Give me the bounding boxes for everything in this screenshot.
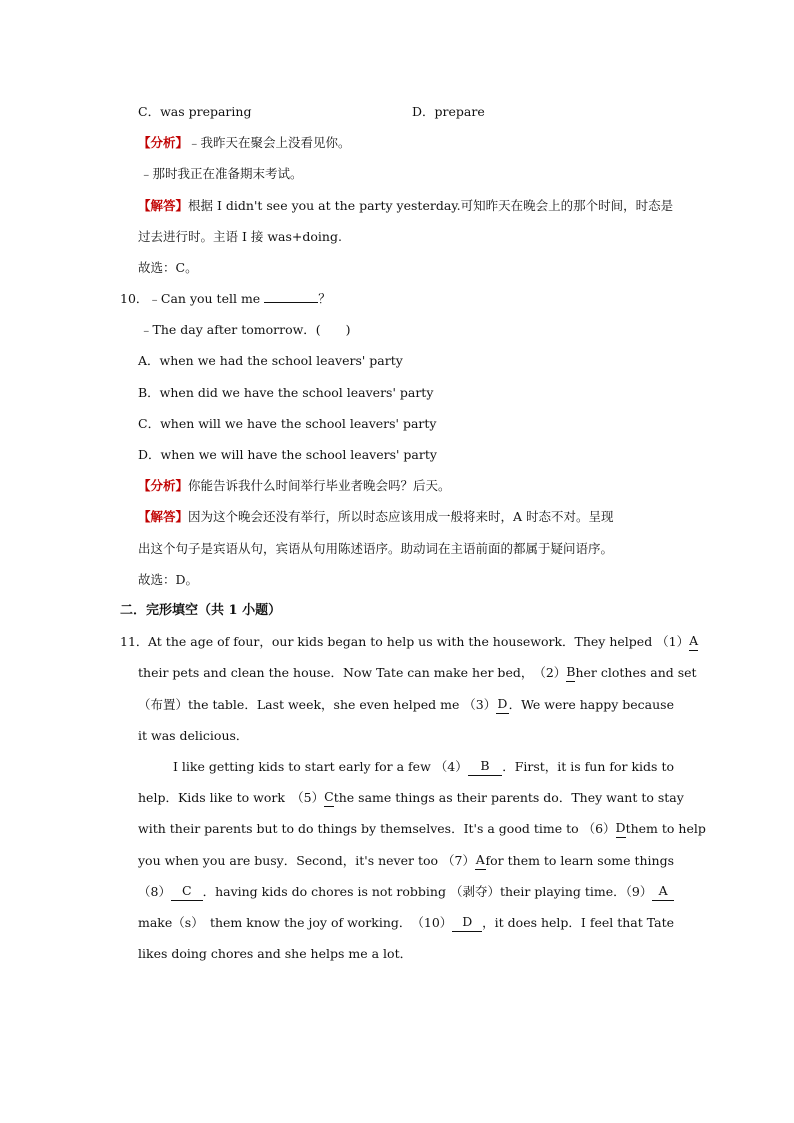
q11-text: ，it does help．I feel that Tate: [482, 915, 674, 930]
q9-option-d: D．prepare: [412, 104, 485, 119]
q11-line-2: [138, 664, 697, 682]
analysis-text: ﹣我昨天在聚会上没看见你。: [188, 135, 351, 150]
analysis-tag: 【分析】: [138, 478, 189, 493]
q11-text: make（s） them know the joy of working． （10）: [138, 915, 453, 930]
answer-tag: 【解答】: [138, 198, 189, 213]
q11-line-10: [138, 914, 674, 932]
q11-text: the same things as their parents do．They want to stay: [333, 790, 684, 805]
answer-blank-4: B: [468, 758, 503, 776]
q11-line-7: [138, 820, 706, 838]
answer-blank-10: D: [452, 914, 482, 932]
q11-text: ．having kids do chores is not robbing （剥夺）their playing time．（9）: [202, 884, 653, 899]
q10-option-d: D．when we will have the school leavers' party: [138, 447, 437, 462]
q9-option-c: C．was preparing: [138, 104, 252, 119]
q11-text: you when you are busy．Second，it's never too （7）: [138, 853, 475, 868]
q11-line-8: [138, 852, 674, 870]
q10-choice: 故选：D。: [138, 572, 199, 587]
q11-text: with their parents but to do things by themselves．It's a good time to （6）: [138, 821, 616, 836]
answer-text: 因为这个晚会还没有举行，所以时态应该用成一般将来时，A 时态不对。呈现: [188, 509, 614, 524]
q9-choice: 故选：C。: [138, 260, 198, 275]
q9-analysis-line1: [138, 134, 351, 152]
q11-text: them to help: [625, 821, 706, 836]
q11-line-4: it was delicious．: [138, 728, 249, 743]
q11-number: 11．: [120, 634, 149, 649]
q9-analysis-line2: ﹣那时我正在准备期末考试。: [140, 166, 303, 181]
q10-option-a: A．when we had the school leavers' party: [138, 353, 403, 368]
q11-text: （布置）the table．Last week，she even helped me （3）: [138, 697, 497, 712]
q10-option-b: B．when did we have the school leavers' party: [138, 385, 434, 400]
q11-line-9: [138, 883, 674, 901]
answer-blank-8: C: [171, 883, 203, 901]
answer-text: 根据 I didn't see you at the party yesterday.可知昨天在晚会上的那个时间，时态是: [188, 198, 674, 213]
q10-blank: [264, 302, 318, 303]
q11-text: her clothes and set: [575, 665, 697, 680]
q11-line-6: [138, 789, 684, 807]
q10-stem: [120, 290, 331, 308]
q11-text: ．First，it is fun for kids to: [502, 759, 674, 774]
answer-blank-6: D: [616, 820, 626, 838]
q11-text: I like getting kids to start early for a few （4）: [173, 759, 468, 774]
q10-answer-line2: 出这个句子是宾语从句，宾语从句用陈述语序。助动词在主语前面的都属于疑问语序。: [138, 541, 614, 556]
q11-text: help．Kids like to work （5）: [138, 790, 325, 805]
q10-answer-line1: [138, 508, 614, 526]
q10-reply: ﹣The day after tomorrow．( ): [140, 322, 351, 337]
q11-text: At the age of four，our kids began to help us with the housework．They helped （1）: [148, 634, 690, 649]
q10-stem-end: ？: [318, 291, 331, 306]
answer-blank-1: A: [689, 633, 698, 651]
q11-text: ．We were happy because: [508, 697, 674, 712]
q11-line-11: likes doing chores and she helps me a lot．: [138, 946, 413, 961]
q9-answer-line2: 过去进行时。主语 I 接 was+doing.: [138, 229, 342, 244]
q9-answer-line1: [138, 197, 673, 215]
q11-line-3: [138, 696, 674, 714]
q11-text: their pets and clean the house．Now Tate can make her bed， （2）: [138, 665, 567, 680]
q10-option-c: C．when will we have the school leavers' party: [138, 416, 437, 431]
q10-stem-text: 10．﹣Can you tell me: [120, 291, 261, 306]
q11-text: for them to learn some things: [485, 853, 674, 868]
answer-blank-9: A: [652, 883, 674, 901]
q11-text: （8）: [138, 884, 171, 899]
answer-tag: 【解答】: [138, 509, 189, 524]
answer-blank-3: D: [496, 696, 508, 714]
answer-blank-7: A: [475, 852, 486, 870]
q10-analysis: [138, 477, 451, 495]
answer-blank-2: B: [566, 664, 575, 682]
answer-blank-5: C: [324, 789, 334, 807]
analysis-text: 你能告诉我什么时间举行毕业者晚会吗？后天。: [188, 478, 451, 493]
q11-line-5: [173, 758, 674, 776]
q11-line-1: [148, 633, 699, 651]
analysis-tag: 【分析】: [138, 135, 189, 150]
section-title: 二．完形填空（共 1 小题）: [120, 603, 282, 618]
